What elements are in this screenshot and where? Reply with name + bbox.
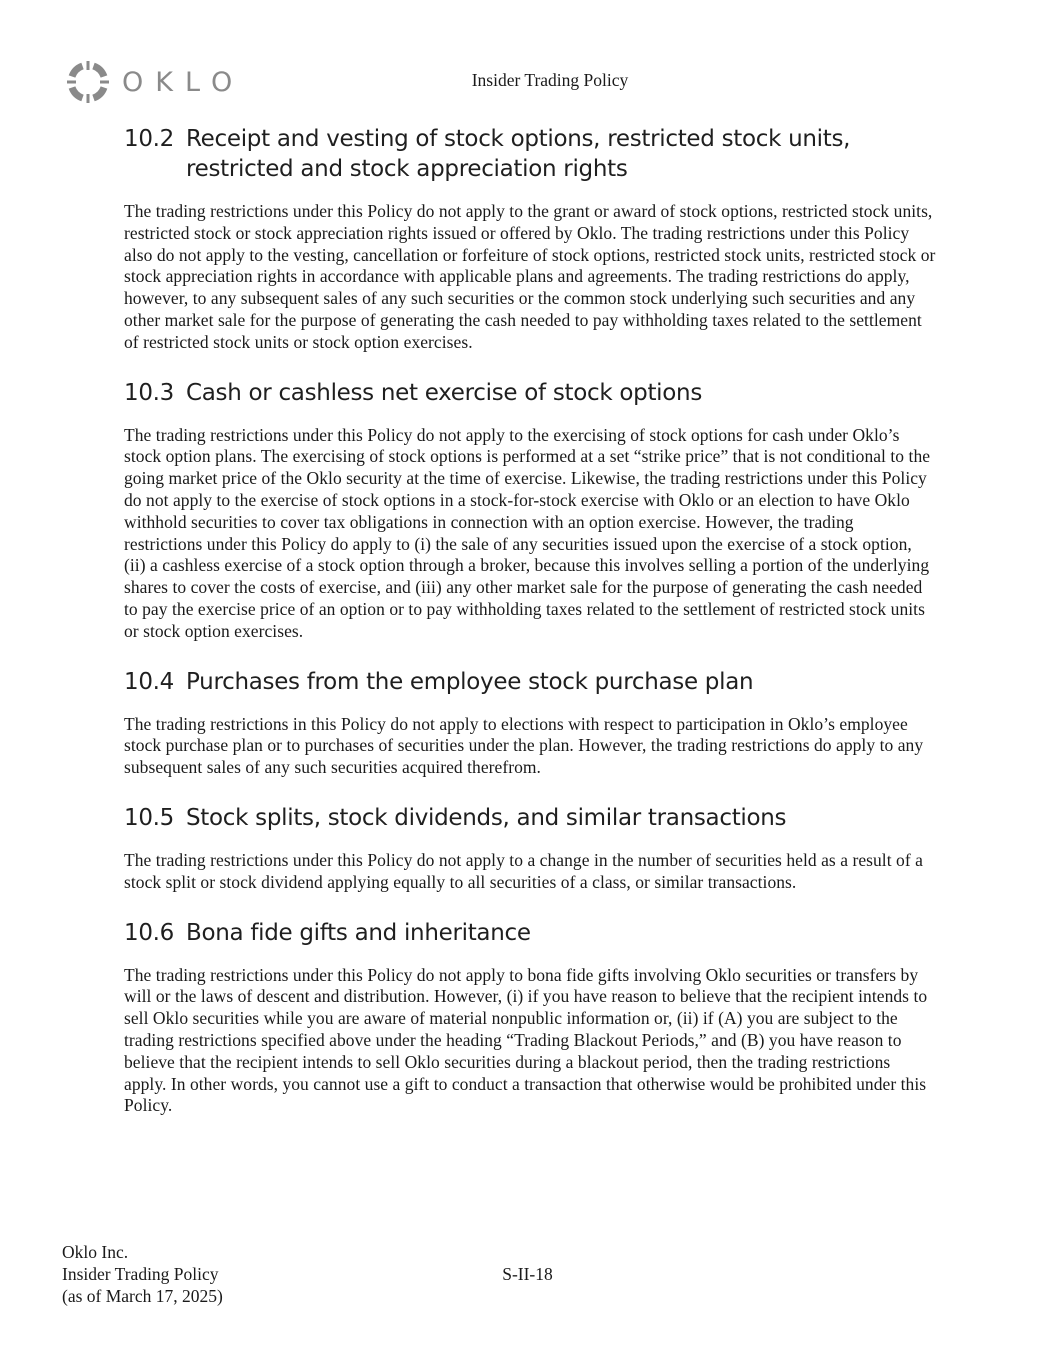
footer-company: Oklo Inc.: [62, 1242, 129, 1262]
section-paragraph: The trading restrictions under this Policy do not apply to a change in the number of securities held as a result of a stock split or stock dividend applying equally to all securities of a class, or similar transactions.: [124, 849, 923, 892]
section-number: 10.4: [124, 668, 175, 695]
page-number: S-II-18: [502, 1264, 553, 1284]
section-number: 10.3: [124, 379, 175, 406]
section-title: Stock splits, stock dividends, and similar transactions: [186, 804, 787, 831]
section-title: Bona fide gifts and inheritance: [186, 919, 531, 946]
section-10-6: [124, 918, 936, 1118]
section-number: 10.5: [124, 804, 175, 831]
logo-wordmark: OKLO: [122, 66, 245, 98]
section-title: Purchases from the employee stock purchase plan: [186, 668, 754, 695]
section-title: Cash or cashless net exercise of stock options: [186, 379, 703, 406]
section-paragraph: The trading restrictions in this Policy do not apply to elections with respect to participation in Oklo’s employee stock purchase plan or to purchases of securities under the plan. However, the trading restrictions do apply to any subsequent sales of any such securities acquired therefrom.: [124, 713, 924, 778]
section-heading: [124, 918, 936, 948]
section-heading: [124, 803, 936, 833]
page-header-title: Insider Trading Policy: [471, 70, 629, 90]
footer-document-name: Insider Trading Policy: [62, 1263, 219, 1284]
section-paragraph: The trading restrictions under this Policy do not apply to the exercising of stock options for cash under Oklo’s stock option plans. The exercising of stock options is performed at a set “strike price” that is not conditional to the going market price of the Oklo security at the time of exercise. Likewise, the trading restrictions under this Policy do not apply to the exercise of stock options in a stock-for-stock exercise with Oklo or an election to have Oklo withhold securities to cover tax obligations in connection with an option exercise. However, the trading restrictions under this Policy do apply to (i) the sale of any securities issued upon the exercise of a stock option, (ii) a cashless exercise of a stock option through a broker, because this involves selling a portion of the underlying shares to cover the costs of exercise, and (iii) any other market sale for the purpose of generating the cash needed to pay the exercise price of an option or to pay withholding taxes related to the settlement of restricted stock units or stock option exercises.: [124, 424, 931, 641]
section-heading: [124, 667, 936, 697]
section-number: 10.2: [124, 126, 175, 152]
section-10-2: [124, 124, 936, 354]
section-number: 10.6: [124, 919, 175, 946]
section-10-3: [124, 378, 936, 643]
section-heading: [124, 378, 936, 408]
section-10-5: [124, 803, 936, 894]
section-10-4: [124, 667, 936, 779]
document-body: [124, 124, 936, 1141]
section-paragraph: The trading restrictions under this Policy do not apply to the grant or award of stock options, restricted stock units, restricted stock or stock appreciation rights issued or offered by Oklo. The trading restrictions under this Policy also do not apply to the vesting, cancellation or forfeiture of stock options, restricted stock units, restricted stock or stock appreciation rights in accordance with applicable plans and agreements. The trading restrictions do apply, however, to any subsequent sales of any such securities or the common stock underlying such securities and any other market sale for the purpose of generating the cash needed to pay withholding taxes related to the settlement of restricted stock units or stock option exercises.: [124, 201, 936, 352]
section-heading: [124, 124, 936, 184]
footer-date: (as of March 17, 2025): [62, 1285, 223, 1306]
section-paragraph: The trading restrictions under this Policy do not apply to bona fide gifts involving Oklo securities or transfers by will or the laws of descent and distribution. However, (i) if you have reason to believe that the recipient intends to sell Oklo securities while you are aware of material nonpublic information or, (ii) if (A) you are subject to the trading restrictions specified above under the heading “Trading Blackout Periods,” and (B) you have reason to believe that the recipient intends to sell Oklo securities during a blackout period, then the trading restrictions apply. In other words, you cannot use a gift to conduct a transaction that otherwise would be prohibited under this Policy.: [124, 964, 928, 1116]
section-title: Receipt and vesting of stock options, restricted stock units, restricted and stock appreciation rights: [186, 126, 851, 182]
